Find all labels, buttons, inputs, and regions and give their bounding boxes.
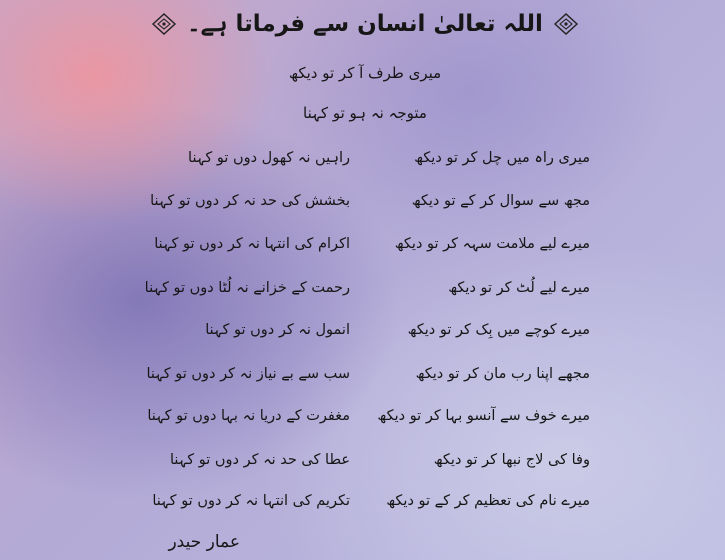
verse-left-2: بخشش کی حد نہ کر دوں تو کہنا [150, 193, 350, 209]
verse-right-3: میرے لیے ملامت سہہ کر تو دیکھ [394, 236, 590, 252]
verse-left-5: انمول نہ کر دوں تو کہنا [205, 322, 350, 338]
verse-right-7: میرے خوف سے آنسو بہا کر تو دیکھ [377, 408, 590, 424]
poet-signature: عمار حیدر [168, 532, 240, 552]
verse-left-3: اکرام کی انتہا نہ کر دوں تو کہنا [154, 236, 350, 252]
page-title: اللہ تعالیٰ انسان سے فرماتا ہے۔ [187, 11, 543, 37]
verse-right-4: میرے لیے لُٹ کر تو دیکھ [448, 280, 590, 296]
verse-left-1: راہیں نہ کھول دوں تو کہنا [188, 150, 350, 166]
verse-left-7: مغفرت کے دریا نہ بہا دوں تو کہنا [147, 408, 350, 424]
subtitle-line-1: میری طرف آ کر تو دیکھ [288, 64, 442, 82]
subtitle-line-2: متوجہ نہ ہو تو کہنا [303, 104, 427, 122]
verse-left-4: رحمت کے خزانے نہ لُٹا دوں تو کہنا [144, 280, 350, 296]
verse-right-9: میرے نام کی تعظیم کر کے تو دیکھ [386, 493, 590, 509]
verse-left-6: سب سے بے نیاز نہ کر دوں تو کہنا [146, 366, 350, 382]
verse-right-5: میرے کوچے میں بِک کر تو دیکھ [407, 322, 590, 338]
verse-left-9: تکریم کی انتہا نہ کر دوں تو کہنا [152, 493, 350, 509]
verse-left-8: عطا کی حد نہ کر دوں تو کہنا [169, 452, 350, 468]
verse-right-2: مجھ سے سوال کر کے تو دیکھ [411, 193, 590, 209]
verse-right-8: وفا کی لاج نبھا کر تو دیکھ [433, 452, 590, 468]
verse-right-1: میری راہ میں چل کر تو دیکھ [414, 150, 590, 166]
verse-right-6: مجھے اپنا رب مان کر تو دیکھ [415, 366, 590, 382]
